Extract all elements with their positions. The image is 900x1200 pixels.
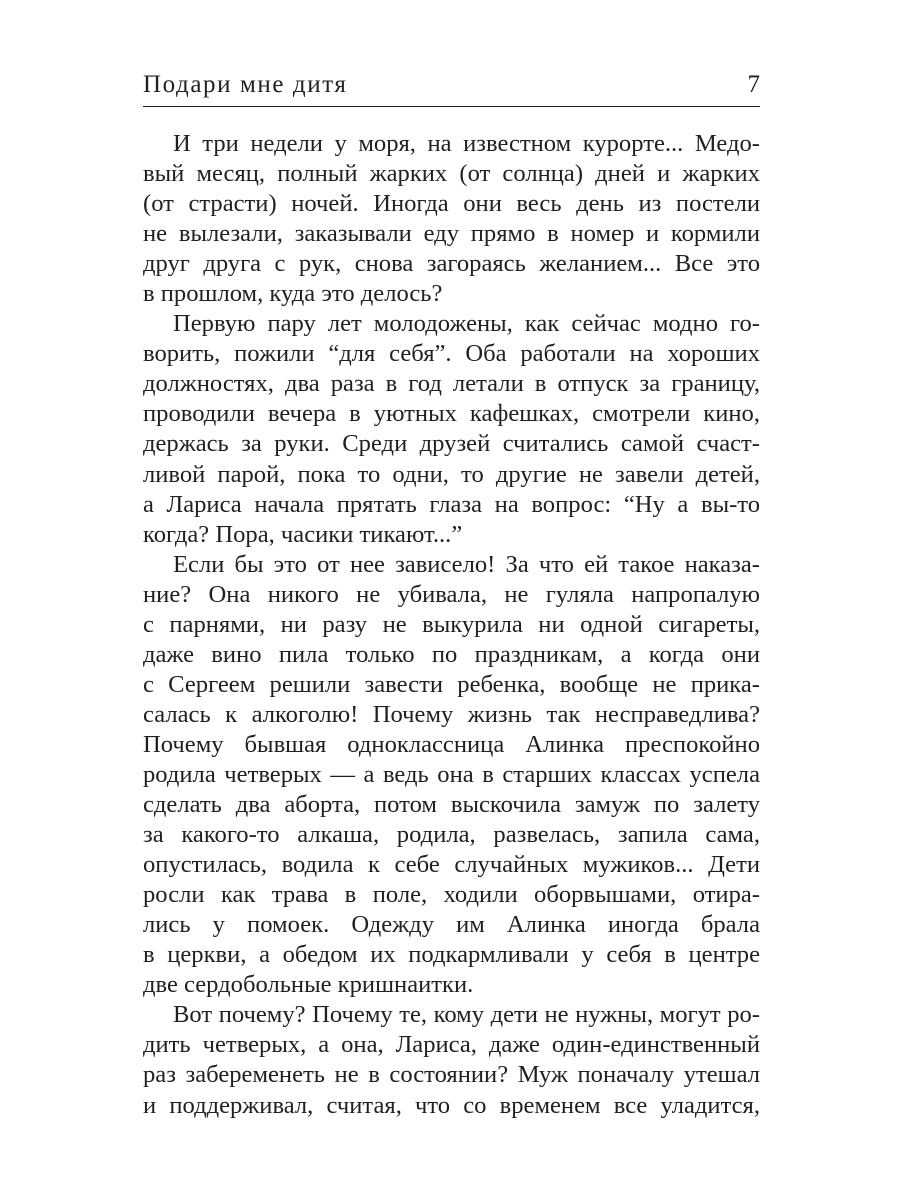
text-line: лись у помоек. Одежду им Алинка иногда брала xyxy=(143,911,760,939)
page-number: 7 xyxy=(747,71,760,98)
text-line: когда? Пора, часики тикают...” xyxy=(143,520,463,548)
text-line: даже вино пила только по праздникам, а когда они xyxy=(143,640,760,668)
text-line: Почему бывшая одноклассница Алинка преспокойно xyxy=(143,730,760,758)
header-rule xyxy=(143,106,760,107)
text-line: (от страсти) ночей. Иногда они весь день из постели xyxy=(143,190,760,218)
paragraph xyxy=(143,1000,760,1120)
text-line: две сердобольные кришнаитки. xyxy=(143,971,474,999)
text-line: не вылезали, заказывали еду прямо в номер и кормили xyxy=(143,220,760,248)
text-line: ливой парой, пока то одни, то другие не завели детей, xyxy=(143,460,760,488)
body-text xyxy=(143,129,760,1121)
text-line: салась к алкоголю! Почему жизнь так несправедлива? xyxy=(143,700,760,728)
text-line: ворить, пожили “для себя”. Оба работали на хороших xyxy=(143,340,760,368)
text-line: в церкви, а обедом их подкармливали у себя в центре xyxy=(143,941,760,969)
text-line: с Сергеем решили завести ребенка, вообще не прика- xyxy=(143,670,760,698)
text-line: а Лариса начала прятать глаза на вопрос: “Ну а вы-то xyxy=(143,490,760,518)
text-line: должностях, два раза в год летали в отпуск за границу, xyxy=(143,370,760,398)
text-line: и поддерживал, считая, что со временем все уладится, xyxy=(143,1091,760,1119)
text-line: родила четверых — а ведь она в старших классах успела xyxy=(143,760,760,788)
text-line: друг друга с рук, снова загораясь желанием... Все это xyxy=(143,250,760,278)
text-line: И три недели у моря, на известном курорте... Медо- xyxy=(173,130,760,157)
running-title: Подари мне дитя xyxy=(143,71,348,98)
text-line: ние? Она никого не убивала, не гуляла напропалую xyxy=(143,580,760,608)
paragraph xyxy=(143,129,760,309)
text-line: за какого-то алкаша, родила, развелась, запила сама, xyxy=(143,821,760,849)
text-line: вый месяц, полный жарких (от солнца) дней и жарких xyxy=(143,160,760,188)
text-line: в прошлом, куда это делось? xyxy=(143,280,443,308)
text-line: опустилась, водила к себе случайных мужиков... Дети xyxy=(143,851,760,879)
text-line: дить четверых, а она, Лариса, даже один-единственный xyxy=(143,1031,760,1059)
text-line: сделать два аборта, потом выскочила замуж по залету xyxy=(143,791,760,819)
text-line: росли как трава в поле, ходили оборвышами, отира- xyxy=(143,881,760,909)
text-line: Если бы это от нее зависело! За что ей такое наказа- xyxy=(173,550,760,578)
text-line: проводили вечера в уютных кафешках, смотрели кино, xyxy=(143,400,760,428)
text-line: Вот почему? Почему те, кому дети не нужны, могут ро- xyxy=(173,1001,760,1029)
text-line: Первую пару лет молодожены, как сейчас модно го- xyxy=(173,310,760,338)
paragraph xyxy=(143,309,760,549)
text-line: с парнями, ни разу не выкурила ни одной сигареты, xyxy=(143,610,760,638)
text-line: раз забеременеть не в состоянии? Муж поначалу утешал xyxy=(143,1061,760,1089)
paragraph xyxy=(143,550,760,1001)
text-line: держась за руки. Среди друзей считались самой счаст- xyxy=(143,430,760,458)
